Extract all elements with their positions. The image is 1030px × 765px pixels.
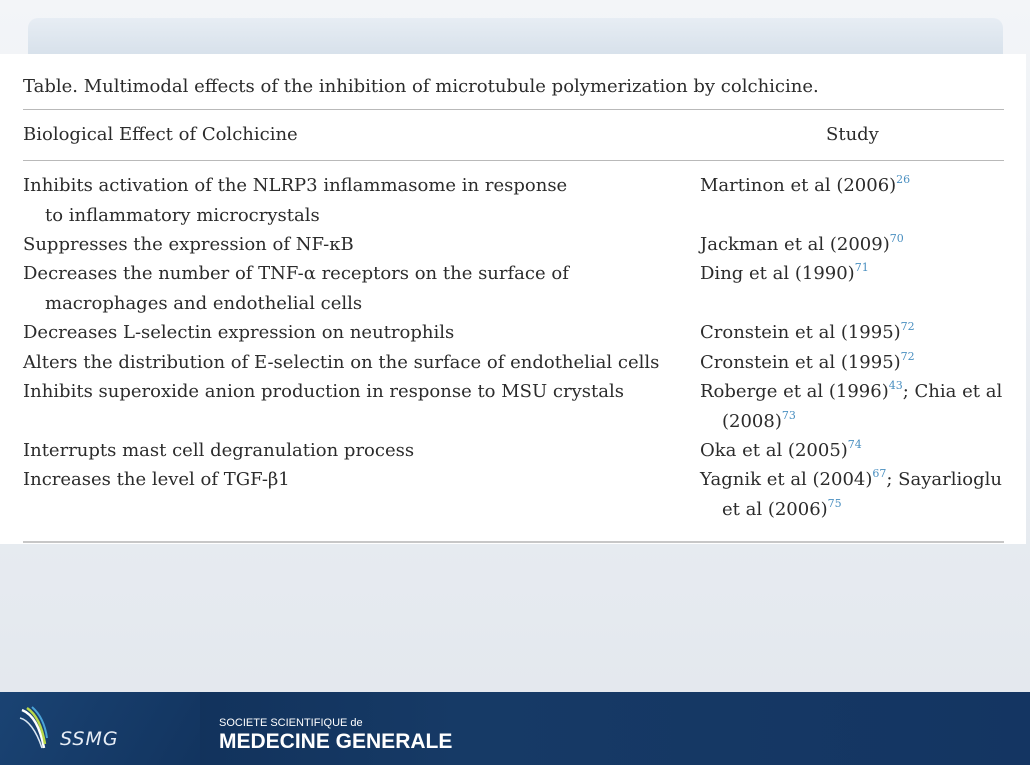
study-cell <box>700 230 904 260</box>
ref-link[interactable]: 67 <box>872 467 887 480</box>
ref-link[interactable]: 72 <box>900 350 915 363</box>
study-text: (2008) <box>722 410 782 432</box>
study-text: ; Sayarlioglu <box>886 469 1002 490</box>
ref-link[interactable]: 71 <box>854 261 869 274</box>
ref-link[interactable]: 70 <box>889 232 904 245</box>
effect-text: Alters the distribution of E-selectin on the surface of endothelial cells <box>23 352 660 373</box>
header-study: Study <box>826 124 879 145</box>
org-name-line1: SOCIETE SCIENTIFIQUE de <box>219 717 363 729</box>
study-text: Martinon et al (2006) <box>700 175 897 196</box>
study-text: ; Chia et al <box>902 381 1003 402</box>
study-text: Cronstein et al (1995) <box>700 352 901 373</box>
effect-cell <box>23 171 567 230</box>
effect-text: Suppresses the expression of NF-κB <box>23 234 354 255</box>
effect-text-cont: to inflammatory microcrystals <box>45 204 320 226</box>
ref-link[interactable]: 26 <box>896 173 911 186</box>
study-cell <box>700 318 915 348</box>
table-bottom-rule <box>23 541 1004 543</box>
effect-text: Decreases L-selectin expression on neutrophils <box>23 322 455 343</box>
effect-text-cont: macrophages and endothelial cells <box>45 292 363 314</box>
logo-wordmark: SSMG <box>60 728 119 750</box>
effect-cell <box>23 436 414 466</box>
study-text: Jackman et al (2009) <box>700 234 890 255</box>
study-text: et al (2006) <box>722 498 828 520</box>
effect-text: Increases the level of TGF-β1 <box>23 469 290 490</box>
header-effect: Biological Effect of Colchicine <box>23 124 298 145</box>
study-text-cont <box>700 407 1002 437</box>
study-cell <box>700 348 915 378</box>
ref-link[interactable]: 75 <box>827 496 842 510</box>
slide-header-band <box>28 18 1003 58</box>
org-name-line2: MEDECINE GENERALE <box>219 730 453 753</box>
study-text: Oka et al (2005) <box>700 440 848 461</box>
study-text: Ding et al (1990) <box>700 263 855 284</box>
swoosh-logo-icon <box>18 704 66 752</box>
effect-cell <box>23 465 290 495</box>
study-cell <box>700 436 862 466</box>
study-cell <box>700 377 1002 436</box>
effect-text: Inhibits activation of the NLRP3 inflammasome in response <box>23 175 568 196</box>
ref-link[interactable]: 73 <box>781 408 796 422</box>
study-cell <box>700 171 910 201</box>
caption-rule <box>23 109 1004 110</box>
effect-cell <box>23 259 569 318</box>
effect-cell <box>23 318 454 348</box>
ref-link[interactable]: 74 <box>847 438 862 451</box>
study-text: Yagnik et al (2004) <box>700 469 873 490</box>
study-text: Cronstein et al (1995) <box>700 322 901 343</box>
study-cell <box>700 465 1002 524</box>
effect-text: Inhibits superoxide anion production in response to MSU crystals <box>23 381 624 402</box>
table-caption: Table. Multimodal effects of the inhibition of microtubule polymerization by colchicine. <box>23 76 819 97</box>
study-text-cont <box>700 495 1002 525</box>
effect-cell <box>23 348 659 378</box>
effect-text: Decreases the number of TNF-α receptors on the surface of <box>23 263 569 284</box>
table-panel <box>0 54 1026 544</box>
effect-text: Interrupts mast cell degranulation process <box>23 440 415 461</box>
ref-link[interactable]: 43 <box>888 379 903 392</box>
footer-logo-area <box>0 692 200 765</box>
effect-cell <box>23 230 354 260</box>
ref-link[interactable]: 72 <box>900 320 915 333</box>
slide-footer <box>0 692 1030 765</box>
effect-cell <box>23 377 624 407</box>
study-cell <box>700 259 869 289</box>
header-rule <box>23 160 1004 161</box>
study-text: Roberge et al (1996) <box>700 381 889 402</box>
